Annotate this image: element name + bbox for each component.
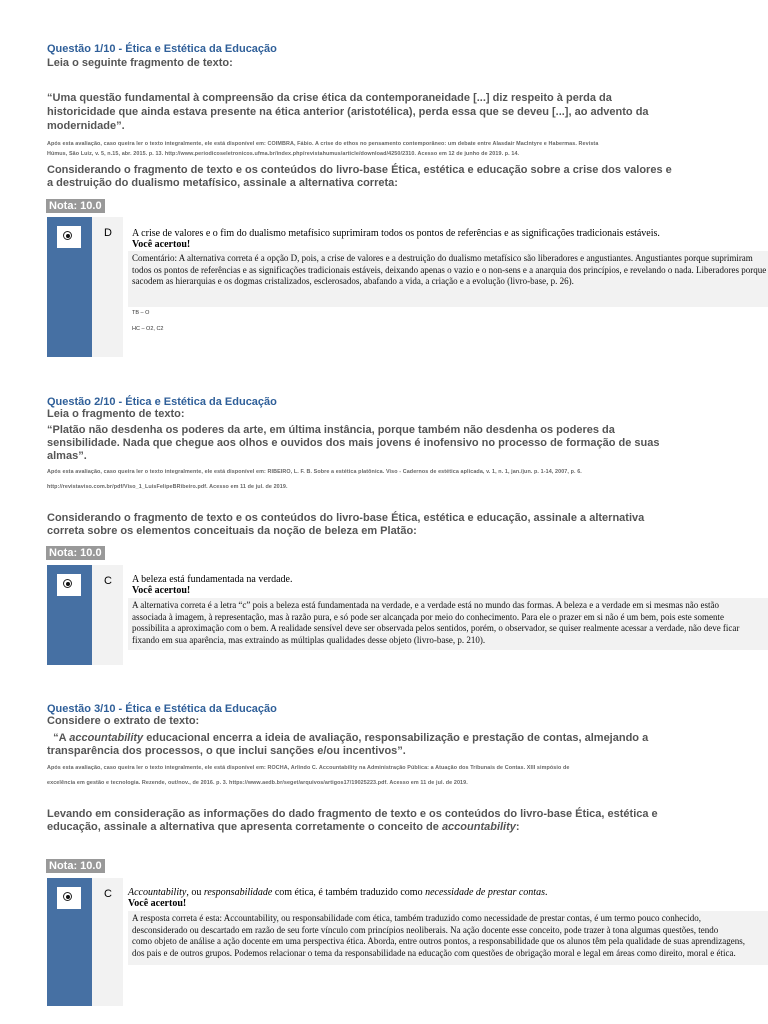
answer-sidebar (47, 565, 92, 665)
question-prompt: Considerando o fragmento de texto e os conteúdos do livro-base Ética, estética e educação sobre a crise dos valores e a destruição do dualismo metafísico, assinale a alternativa correta: (47, 164, 672, 189)
score-badge: Nota: 10.0 (46, 546, 105, 560)
answer-letter: C (104, 575, 112, 587)
question-2 (47, 396, 768, 538)
radio-selected-icon[interactable] (57, 226, 81, 248)
feedback-comment: A alternativa correta é a letra “c” pois a beleza está fundamentada na verdade, e a verdade está no mundo das formas. A beleza e a verdade em si mesmas não estão associada à imagem, à representação, mas à razão pura, e só pode ser alcançada por meio do conhecimento. Para ele o prazer em si não é um bem, pois este somente possibilita a aproximação com o bem. A realidade sensível deve ser observada pelos sentidos, porém, o observador, se quiser realmente acessar a verdade, não deve ficar fixando em sua aparência, mas extraindo as múltiplas qualidades desse objeto (livro-base, p. 210). (128, 598, 768, 650)
source-citation: Após esta avaliação, caso queira ler o texto integralmente, ele está disponível em: ROCHA, Arlindo C. Accountability na Administração Pública: a Atuação dos Tribunais de Contas. XIII simpósio de excelência em gestão e tecnologia. Rezende, out/nov., de 2016. p. 3. https://www.aedb.br/seget/arquivos/artigos17/19025223.pdf. Acesso em 11 de jul. de 2019. (47, 765, 570, 786)
score-badge: Nota: 10.0 (46, 859, 105, 873)
answer-sidebar (47, 217, 92, 357)
question-prompt: Considerando o fragmento de texto e os conteúdos do livro-base Ética, estética e educação, assinale a alternativa correta sobre os elementos conceituais da noção de beleza em Platão: (47, 512, 645, 537)
answer-text: A beleza está fundamentada na verdade. (132, 574, 293, 585)
correct-message: Você acertou! (128, 898, 187, 909)
question-1 (47, 43, 768, 190)
answer-block-2 (47, 565, 768, 665)
answer-sidebar (47, 878, 92, 1006)
question-prompt: Levando em consideração as informações do dado fragmento de texto e os conteúdos do livro-base Ética, estética e educação, assinale a alternativa que apresenta corretamente o conceito de accountability: (47, 808, 658, 833)
quote: “Platão não desdenha os poderes da arte, em última instância, porque também não desdenha os poderes da sensibilidade. Nada que chegue aos olhos e ouvidos dos mais jovens é inofensivo no processo de formação de suas almas”. (47, 424, 660, 462)
answer-text: A crise de valores e o fim do dualismo metafísico suprimiram todos os pontos de referências e as significações tradicionais estáveis. (132, 228, 660, 239)
question-intro: Leia o fragmento de texto: (47, 408, 185, 420)
quote: “Uma questão fundamental à compreensão da crise ética da contemporaneidade [...] diz respeito à perda da historicidade que ainda estava presente na ética anterior (aristotélica), perda essa que se deveu [...], ao advento da modernidade”. (47, 92, 649, 132)
question-intro: Considere o extrato de texto: (47, 715, 200, 727)
answer-letter: C (104, 888, 112, 900)
question-intro: Leia o seguinte fragmento de texto: (47, 57, 233, 69)
question-3 (47, 703, 768, 834)
score-badge: Nota: 10.0 (46, 199, 105, 213)
answer-block-3 (47, 878, 768, 1006)
answer-block-1 (47, 217, 768, 357)
question-title: Questão 2/10 - Ética e Estética da Educação (47, 396, 277, 408)
answer-letter: D (104, 227, 112, 239)
correct-message: Você acertou! (132, 585, 191, 596)
radio-selected-icon[interactable] (57, 887, 81, 909)
source-citation: Após esta avaliação, caso queira ler o texto integralmente, ele está disponível em: RIBEIRO, L. F. B. Sobre a estética platônica. Viso - Cadernos de estética aplicada, v. 1, n. 1, jan./jun. p. 1-14, 2007, p. 6. http://revistaviso.com.br/pdf/Viso_1_LuisFelipeBRibeiro.pdf. Acesso em 11 de jul. de 2019. (47, 469, 582, 490)
feedback-comment: A resposta correta é esta: Accountability, ou responsabilidade com ética, também traduzido como necessidade de prestar contas, é um termo pouco conhecido, desconsiderado ou descartado em razão de seu forte vínculo com princípios neoliberais. Na ação docente esse conceito, pode trazer à tona algumas questões, tendo como objeto de análise a ação docente em uma perspectiva ética. Aborda, entre outros pontos, a responsabilidade que os alunos têm pela qualidade de suas aprendizagens, dos pais e de outros grupos. Podemos relacionar o tema da responsabilidade na educação com questões de obrigação moral e legal em áreas como direito, moral e ética. (128, 911, 768, 965)
quote: “A accountability educacional encerra a ideia de avaliação, responsabilização e prestação de contas, almejando a transparência dos processos, o que inclui sanções e/ou incentivos”. (47, 732, 649, 757)
feedback-comment: Comentário: A alternativa correta é a opção D, pois, a crise de valores e a destruição do dualismo metafísico são liberadores e angustiantes. Angustiantes porque suprimiram todos os pontos de referências e as significações tradicionais estáveis, deixando apenas o vazio e o non-sens e a anarquia dos princípios, e revelando o nada. Liberadores porque sacodem as hierarquias e os dogmas cristalizados, esclerosados, abafando a vida, a criação e a evolução (livro-base, p. 26). (128, 251, 768, 307)
question-title: Questão 3/10 - Ética e Estética da Educação (47, 703, 277, 715)
source-citation: Após esta avaliação, caso queira ler o texto integralmente, ele está disponível em: COIMBRA, Fábio. A crise do ethos no pensamento contemporâneo: um debate entre Alasdair MacIntyre e Habermas. Revista Húmus, São Luiz, v. 5, n.15, abr. 2015. p. 13. http://www.periodicoseletronicos.ufma.br/index.php/revistahumus/article/download/4250/2310. Acesso em 12 de junho de 2019. p. 14. (47, 141, 599, 157)
tb-code: TB – O (132, 310, 150, 316)
radio-selected-icon[interactable] (57, 574, 81, 596)
correct-message: Você acertou! (132, 239, 191, 250)
answer-text: Accountability, ou responsabilidade com ética, é também traduzido como necessidade de prestar contas. (128, 887, 548, 898)
hc-code: HC – O2, C2 (132, 326, 164, 332)
question-title: Questão 1/10 - Ética e Estética da Educação (47, 43, 277, 55)
